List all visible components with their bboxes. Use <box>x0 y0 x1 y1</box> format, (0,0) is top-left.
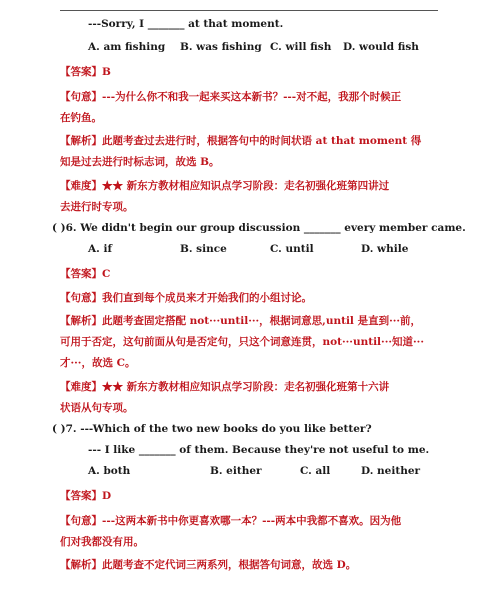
q6-stem: ( )6. We didn't begin our group discussion _______ every member came. <box>52 222 466 234</box>
q5-analysis-line-2: 知是过去进行时标志词，故选 B。 <box>60 156 220 168</box>
q6-option-b: B. since <box>180 243 227 255</box>
q5-analysis-line-1: 【解析】此题考查过去进行时，根据答句中的时间状语 at that moment 得 <box>60 135 422 147</box>
q5-answer: 【答案】B <box>60 66 111 78</box>
q7-answer: 【答案】D <box>60 490 112 502</box>
q7-option-a: A. both <box>88 465 131 477</box>
q6-meaning-line-1: 【句意】我们直到每个成员来才开始我们的小组讨论。 <box>60 292 312 304</box>
q7-stem-line-2: --- I like _______ of them. Because they're not useful to me. <box>88 444 430 456</box>
q6-difficulty-line-2: 状语从句专项。 <box>60 402 134 414</box>
q7-option-b: B. either <box>210 465 262 477</box>
q5-option-b: B. was fishing <box>180 41 262 53</box>
q7-stem-line-1: ( )7. ---Which of the two new books do you like better? <box>52 423 372 435</box>
q5-option-d: D. would fish <box>343 41 419 53</box>
q6-analysis-line-3: 才···，故选 C。 <box>60 357 136 369</box>
top-rule <box>60 10 438 11</box>
q7-meaning-line-2: 们对我都没有用。 <box>60 536 144 548</box>
q6-option-c: C. until <box>270 243 314 255</box>
q7-meaning-line-1: 【句意】---这两本新书中你更喜欢哪一本？---两本中我都不喜欢。因为他 <box>60 515 402 527</box>
q5-difficulty-line-1: 【难度】★★ 新东方教材相应知识点学习阶段：走名初强化班第四讲过 <box>60 180 390 192</box>
q6-difficulty-line-1: 【难度】★★ 新东方教材相应知识点学习阶段：走名初强化班第十六讲 <box>60 381 390 393</box>
q5-meaning-line-1: 【句意】---为什么你不和我一起来买这本新书？---对不起，我那个时候正 <box>60 91 402 103</box>
q6-analysis-line-1: 【解析】此题考查固定搭配 not···until···，根据词意思,until 是直到···前， <box>60 315 422 327</box>
q6-answer: 【答案】C <box>60 268 111 280</box>
q7-option-d: D. neither <box>361 465 421 477</box>
q5-option-c: C. will fish <box>270 41 332 53</box>
q5-stem: ---Sorry, I _______ at that moment. <box>88 18 284 30</box>
q7-option-c: C. all <box>300 465 331 477</box>
q6-option-d: D. while <box>361 243 409 255</box>
q6-option-a: A. if <box>88 243 112 255</box>
q5-difficulty-line-2: 去进行时专项。 <box>60 201 134 213</box>
q5-option-a: A. am fishing <box>88 41 166 53</box>
q5-meaning-line-2: 在钓鱼。 <box>60 112 102 124</box>
q7-analysis-line-1: 【解析】此题考查不定代词三两系列，根据答句词意，故选 D。 <box>60 559 357 571</box>
q6-analysis-line-2: 可用于否定，这句前面从句是否定句，只这个词意连贯，not···until···知道··· <box>60 336 424 348</box>
